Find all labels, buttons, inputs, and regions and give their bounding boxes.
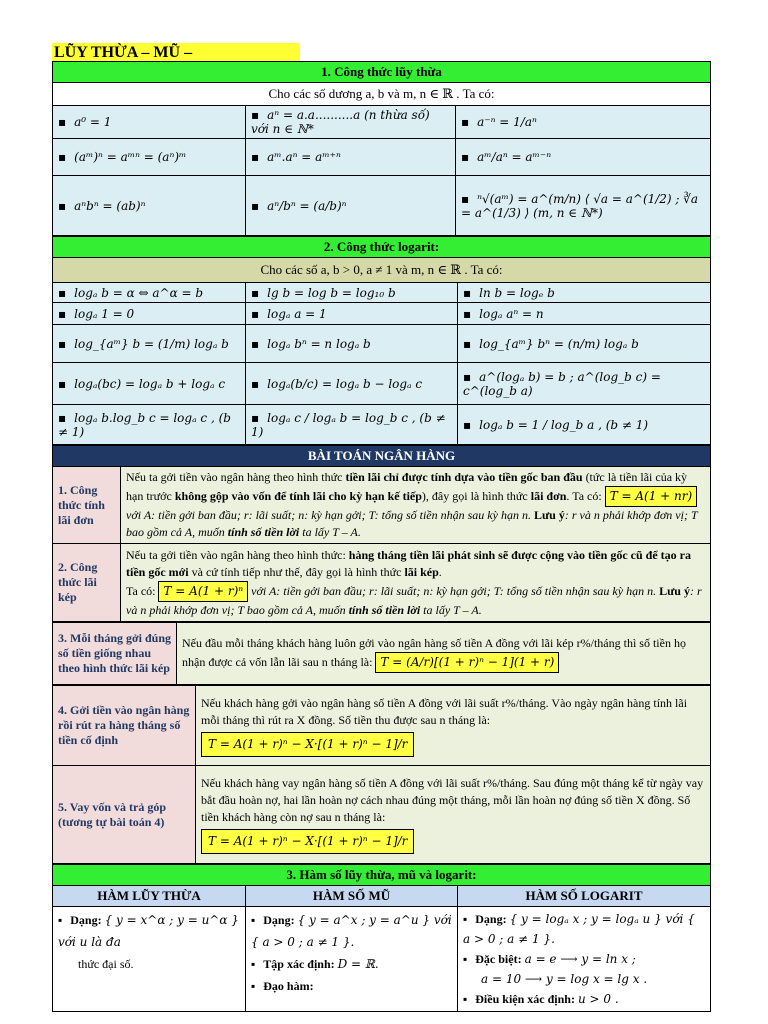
log-cell: ▪ logₐ a = 1 [246,303,458,325]
bank-heading: BÀI TOÁN NGÂN HÀNG [53,446,711,467]
bank-label-monthly-deposit: 3. Mỗi tháng gởi đúng số tiền giống nhau theo hình thức lãi kép [53,623,177,685]
simple-interest-formula: T = A(1 + nr) [605,486,698,507]
power-cell: ▪ ⁿ√(aᵐ) = a^(m/n) ⟨ √a = a^(1/2) ; ∛a = a^(1/3) ⟩ (m, n ∈ ℕ*) [456,176,711,236]
power-cell: ▪ aⁿ/bⁿ = (a/b)ⁿ [246,176,456,236]
loan-formula: T = A(1 + r)ⁿ − X·[(1 + r)ⁿ − 1]/r [201,829,414,854]
log-cell: ▪ lg b = log b = log₁₀ b [246,283,458,303]
log-cell: ▪ logₐ 1 = 0 [53,303,246,325]
log-cell: ▪ logₐ c / logₐ b = log_b c , (b ≠ 1) [246,405,458,445]
log-cell: ▪ log_{aᵐ} b = (1/m) logₐ b [53,325,246,363]
section-1-heading: 1. Công thức lũy thừa [53,62,711,83]
log-cell: ▪ logₐ bⁿ = n logₐ b [246,325,458,363]
power-function-title: HÀM LŨY THỪA [53,886,246,907]
log-formulas-table [52,236,711,445]
bank-text-compound-interest: Nếu ta gởi tiền vào ngân hàng theo hình thức: hàng tháng tiền lãi phát sinh sẽ được cộng vào tiền gốc cũ để tạo ra tiền gốc mới và cứ tính tiếp như thế, đây gọi là hình thức lãi kép. Ta có: T = A(1 + r)ⁿ với A: tiền gởi ban đầu; r: lãi suất; n: kỳ hạn gởi; T: tổng số tiền nhận sau kỳ hạn n. Lưu ý: r và n phải khớp đơn vị; T bao gồm cả A, muốn tính số tiền lời ta lấy T – A. [121,544,711,622]
section-2-intro: Cho các số a, b > 0, a ≠ 1 và m, n ∈ ℝ . Ta có: [53,258,711,283]
bank-text-withdraw: Nếu khách hàng gởi vào ngân hàng số tiền A đồng với lãi suất r%/tháng. Vào ngày ngân hàng tính lãi mỗi tháng thì rút ra X đồng. Số tiền thu được sau n tháng là: T = A(1 + r)ⁿ − X·[(1 + r)ⁿ − 1]/r [196,686,711,766]
bank-label-withdraw: 4. Gởi tiền vào ngân hàng rồi rút ra hàng tháng số tiền cố định [53,686,196,766]
log-cell: ▪ logₐ b.log_b c = logₐ c , (b ≠ 1) [53,405,246,445]
log-cell: ▪ logₐ b = 1 / log_b a , (b ≠ 1) [458,405,711,445]
power-cell: ▪ aᵐ.aⁿ = aᵐ⁺ⁿ [246,139,456,176]
power-cell: ▪ aⁿbⁿ = (ab)ⁿ [53,176,246,236]
log-cell: ▪ ln b = logₑ b [458,283,711,303]
section-3-heading: 3. Hàm số lũy thừa, mũ và logarit: [53,865,711,886]
log-cell: ▪ logₐ(bc) = logₐ b + logₐ c [53,363,246,405]
bank-text-monthly-deposit: Nếu đầu mỗi tháng khách hàng luôn gởi vào ngân hàng số tiền A đồng với lãi kép r%/tháng thì số tiền họ nhận được cả vốn lẫn lãi sau n tháng là: T = (A/r)[(1 + r)ⁿ − 1](1 + r) [177,623,711,685]
bank-label-loan: 5. Vay vốn và trả góp (tương tự bài toán 4) [53,766,196,864]
log-cell: ▪ log_{aᵐ} bⁿ = (n/m) logₐ b [458,325,711,363]
log-cell: ▪ logₐ b = α ⇔ a^α = b [53,283,246,303]
section-2-heading: 2. Công thức logarit: [53,237,711,258]
bank-label-compound-interest: 2. Công thức lãi kép [53,544,121,622]
power-cell: ▪ (aᵐ)ⁿ = aᵐⁿ = (aⁿ)ᵐ [53,139,246,176]
section-1-intro: Cho các số dương a, b và m, n ∈ ℝ . Ta có: [53,83,711,106]
monthly-deposit-formula: T = (A/r)[(1 + r)ⁿ − 1](1 + r) [375,652,559,673]
power-formulas-table [52,61,711,236]
exp-function-body: ▪ Dạng: { y = a^x ; y = a^u } với { a > 0 ; a ≠ 1 }. ▪ Tập xác định: D = ℝ. ▪ Đạo hàm: [246,907,458,1012]
power-cell: ▪ aⁿ = a.a..........a (n thừa số) với n ∈ ℕ* [246,106,456,139]
log-function-title: HÀM SỐ LOGARIT [458,886,711,907]
power-cell: ▪ a⁻ⁿ = 1/aⁿ [456,106,711,139]
bank-text-loan: Nếu khách hàng vay ngân hàng số tiền A đồng với lãi suất r%/tháng. Sau đúng một tháng kể từ ngày vay bắt đầu hoàn nợ, hai lần hoàn nợ cách nhau đúng một tháng, mỗi lần hoàn nợ đúng số tiền X đồng. Số tiền khách hàng còn nợ sau n tháng là: T = A(1 + r)ⁿ − X·[(1 + r)ⁿ − 1]/r [196,766,711,864]
bank-problems-table-2 [52,622,711,685]
withdraw-formula: T = A(1 + r)ⁿ − X·[(1 + r)ⁿ − 1]/r [201,732,414,757]
power-function-body: ▪ Dạng: { y = x^α ; y = u^α } với u là đa thức đại số. [53,907,246,1012]
bank-label-simple-interest: 1. Công thức tính lãi đơn [53,467,121,544]
log-cell: ▪ logₐ(b/c) = logₐ b − logₐ c [246,363,458,405]
power-cell: ▪ a⁰ = 1 [53,106,246,139]
functions-table [52,864,711,1012]
bank-problems-table-3 [52,685,711,864]
bank-problems-table [52,445,711,622]
formula-sheet [52,61,710,1012]
exp-function-title: HÀM SỐ MŨ [246,886,458,907]
compound-interest-formula: T = A(1 + r)ⁿ [158,581,248,602]
log-cell: ▪ logₐ aⁿ = n [458,303,711,325]
page-title: LŨY THỪA – MŨ – [52,43,300,62]
log-cell: ▪ a^(logₐ b) = b ; a^(log_b c) = c^(log_b a) [458,363,711,405]
bank-text-simple-interest: Nếu ta gởi tiền vào ngân hàng theo hình thức tiền lãi chỉ được tính dựa vào tiền gốc ban đầu (tức là tiền lãi của kỳ hạn trước không gộp vào vốn để tính lãi cho kỳ hạn kế tiếp), đây gọi là hình thức lãi đơn. Ta có: T = A(1 + nr) với A: tiền gởi ban đầu; r: lãi suất; n: kỳ hạn gởi; T: tổng số tiền nhận sau kỳ hạn n. Lưu ý: r và n phải khớp đơn vị; T bao gồm cả A, muốn tính số tiền lời ta lấy T – A. [121,467,711,544]
power-cell: ▪ aᵐ/aⁿ = aᵐ⁻ⁿ [456,139,711,176]
log-function-body: ▪ Dạng: { y = logₐ x ; y = logₐ u } với { a > 0 ; a ≠ 1 }. ▪ Đặc biệt: a = e ⟶ y = ln x ; a = 10 ⟶ y = log x = lg x . ▪ Điều kiện xác định: u > 0 . [458,907,711,1012]
